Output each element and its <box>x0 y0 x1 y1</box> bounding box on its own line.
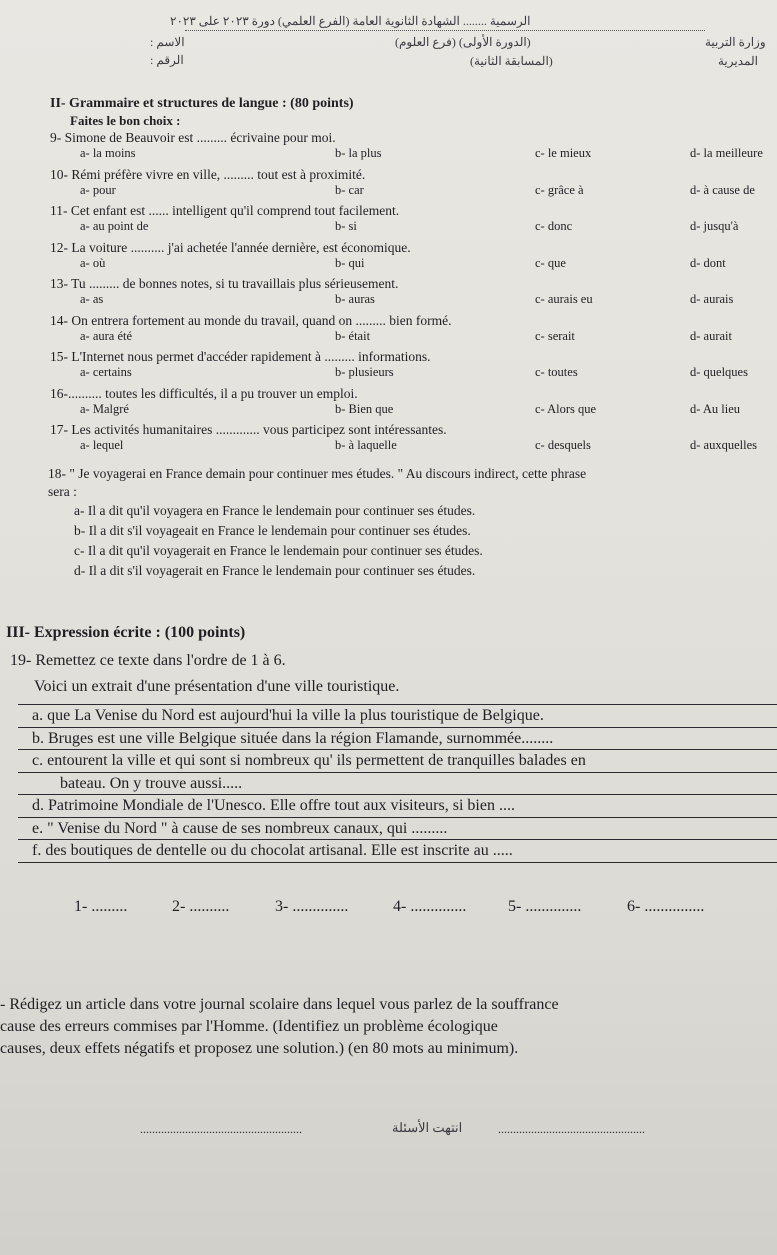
question-text: 10- Rémi préfère vivre en ville, ......... tout est à proximité. <box>50 166 366 182</box>
option-c[interactable]: c- aurais eu <box>535 292 593 306</box>
question-text: 16-.......... toutes les difficultés, il a pu trouver un emploi. <box>50 385 358 401</box>
option-d[interactable]: d- auxquelles <box>690 438 757 452</box>
header-exam: (المسابقة الثانية) <box>470 54 553 68</box>
option-a[interactable]: a- Malgré <box>80 401 129 416</box>
question-text: 9- Simone de Beauvoir est ......... écrivaine pour moi. <box>50 130 336 145</box>
option-c[interactable]: c- desquels <box>535 438 591 452</box>
question-text: 14- On entrera fortement au monde du travail, quand on ......... bien formé. <box>50 312 452 328</box>
order-5[interactable]: 5- .............. <box>508 898 582 915</box>
option-c[interactable]: c- Alors que <box>535 401 597 416</box>
option-c[interactable]: c- toutes <box>535 365 578 379</box>
q19-intro: Voici un extrait d'une présentation d'une ville touristique. <box>34 678 400 695</box>
option-b[interactable]: b- si <box>335 219 357 233</box>
text-row-a: a. que La Venise du Nord est aujourd'hui la ville la plus touristique de Belgique. <box>18 704 777 727</box>
q18-option-a: a- Il a dit qu'il voyagera en France le lendemain pour continuer ses études. <box>74 503 476 518</box>
order-6[interactable]: 6- ............... <box>627 898 705 915</box>
q18-option-b: b- Il a dit s'il voyageait en France le lendemain pour continuer ses études. <box>74 523 471 538</box>
option-d[interactable]: d- Au lieu <box>690 401 740 416</box>
reorder-text-box <box>18 704 777 863</box>
section3-title: III- Expression écrite : (100 points) <box>6 624 246 641</box>
question-text: 17- Les activités humanitaires ............. vous participez sont intéressantes. <box>50 422 447 437</box>
option-b[interactable]: b- Bien que <box>335 401 394 416</box>
option-b[interactable]: b- auras <box>335 292 375 306</box>
q18-option-d: d- Il a dit s'il voyagerait en France le lendemain pour continuer ses études. <box>74 563 476 578</box>
header-line1: الرسمية ........ الشهادة الثانوية العامة (الفرع العلمي) دورة ٢٠٢٣ على ٢٠٢٣ <box>170 14 531 28</box>
end-dots-right: ................................................. <box>498 1122 645 1136</box>
question-text: 13- Tu ......... de bonnes notes, si tu travaillais plus sérieusement. <box>50 276 399 291</box>
option-d[interactable]: d- dont <box>690 255 726 270</box>
end-label: انتهت الأسئلة <box>392 1120 463 1135</box>
text-row-b: b. Bruges est une ville Belgique située dans la région Flamande, surnommée........ <box>18 727 777 750</box>
option-d[interactable]: d- à cause de <box>690 182 755 197</box>
option-a[interactable]: a- pour <box>80 182 116 197</box>
text-row-f: f. des boutiques de dentelle ou du chocolat artisanal. Elle est inscrite au ..... <box>18 839 777 863</box>
option-c[interactable]: c- grâce à <box>535 182 584 197</box>
option-b[interactable]: b- la plus <box>335 146 382 160</box>
header-rule <box>185 30 705 31</box>
order-4[interactable]: 4- .............. <box>393 898 467 915</box>
q18-option-c: c- Il a dit qu'il voyagerait en France le lendemain pour continuer ses études. <box>74 543 483 558</box>
option-a[interactable]: a- la moins <box>80 146 136 160</box>
option-c[interactable]: c- serait <box>535 328 575 343</box>
option-a[interactable]: a- où <box>80 255 106 270</box>
q19-prompt: 19- Remettez ce texte dans l'ordre de 1 à 6. <box>10 652 286 669</box>
order-3[interactable]: 3- .............. <box>275 898 349 915</box>
option-c[interactable]: c- donc <box>535 219 573 233</box>
option-d[interactable]: d- aurais <box>690 292 734 306</box>
q20-line2: cause des erreurs commises par l'Homme. (Identifiez un problème écologique <box>0 1018 498 1035</box>
option-d[interactable]: d- aurait <box>690 328 732 343</box>
option-d[interactable]: d- jusqu'à <box>690 219 739 233</box>
option-a[interactable]: a- lequel <box>80 438 124 452</box>
q18-prompt-cont: sera : <box>48 484 77 499</box>
header-ministry: وزارة التربية <box>705 35 766 49</box>
question-text: 11- Cet enfant est ...... intelligent qu'il comprend tout facilement. <box>50 203 400 218</box>
option-d[interactable]: d- la meilleure <box>690 146 763 160</box>
order-1[interactable]: 1- ......... <box>74 898 128 915</box>
text-row-c: c. entourent la ville et qui sont si nombreux qu' ils permettent de tranquilles balades en <box>18 749 777 772</box>
header-number-label: الرقم : <box>150 53 184 67</box>
option-b[interactable]: b- qui <box>335 255 365 270</box>
header-session: (الدورة الأولى) (فرع العلوم) <box>395 35 531 49</box>
q20-line3: causes, deux effets négatifs et proposez une solution.) (en 80 mots au minimum). <box>0 1040 519 1057</box>
text-row-e: e. " Venise du Nord " à cause de ses nombreux canaux, qui ......... <box>18 817 777 840</box>
order-2[interactable]: 2- .......... <box>172 898 230 915</box>
header-name-label: الاسم : <box>150 35 185 49</box>
q18-prompt: 18- " Je voyagerai en France demain pour continuer mes études. " Au discours indirect, cette phrase <box>48 466 587 481</box>
option-b[interactable]: b- était <box>335 328 371 343</box>
question-text: 15- L'Internet nous permet d'accéder rapidement à ......... informations. <box>50 349 431 364</box>
option-a[interactable]: a- aura été <box>80 328 133 343</box>
option-c[interactable]: c- que <box>535 255 566 270</box>
header-directorate: المديرية <box>718 54 758 68</box>
text-row-c-cont: bateau. On y trouve aussi..... <box>18 772 777 795</box>
option-a[interactable]: a- as <box>80 292 104 306</box>
section2-title: II- Grammaire et structures de langue : (80 points) <box>50 96 354 111</box>
text-row-d: d. Patrimoine Mondiale de l'Unesco. Elle offre tout aux visiteurs, si bien .... <box>18 794 777 817</box>
end-dots-left: ...................................................... <box>140 1122 302 1136</box>
option-b[interactable]: b- à laquelle <box>335 438 397 452</box>
question-text: 12- La voiture .......... j'ai achetée l'année dernière, est économique. <box>50 239 411 255</box>
section2-subtitle: Faites le bon choix : <box>70 113 181 128</box>
option-b[interactable]: b- plusieurs <box>335 365 394 379</box>
option-d[interactable]: d- quelques <box>690 365 748 379</box>
option-a[interactable]: a- au point de <box>80 219 149 233</box>
option-b[interactable]: b- car <box>335 182 364 197</box>
option-c[interactable]: c- le mieux <box>535 146 592 160</box>
q20-line1: - Rédigez un article dans votre journal scolaire dans lequel vous parlez de la souffrance <box>0 996 559 1013</box>
option-a[interactable]: a- certains <box>80 365 132 379</box>
